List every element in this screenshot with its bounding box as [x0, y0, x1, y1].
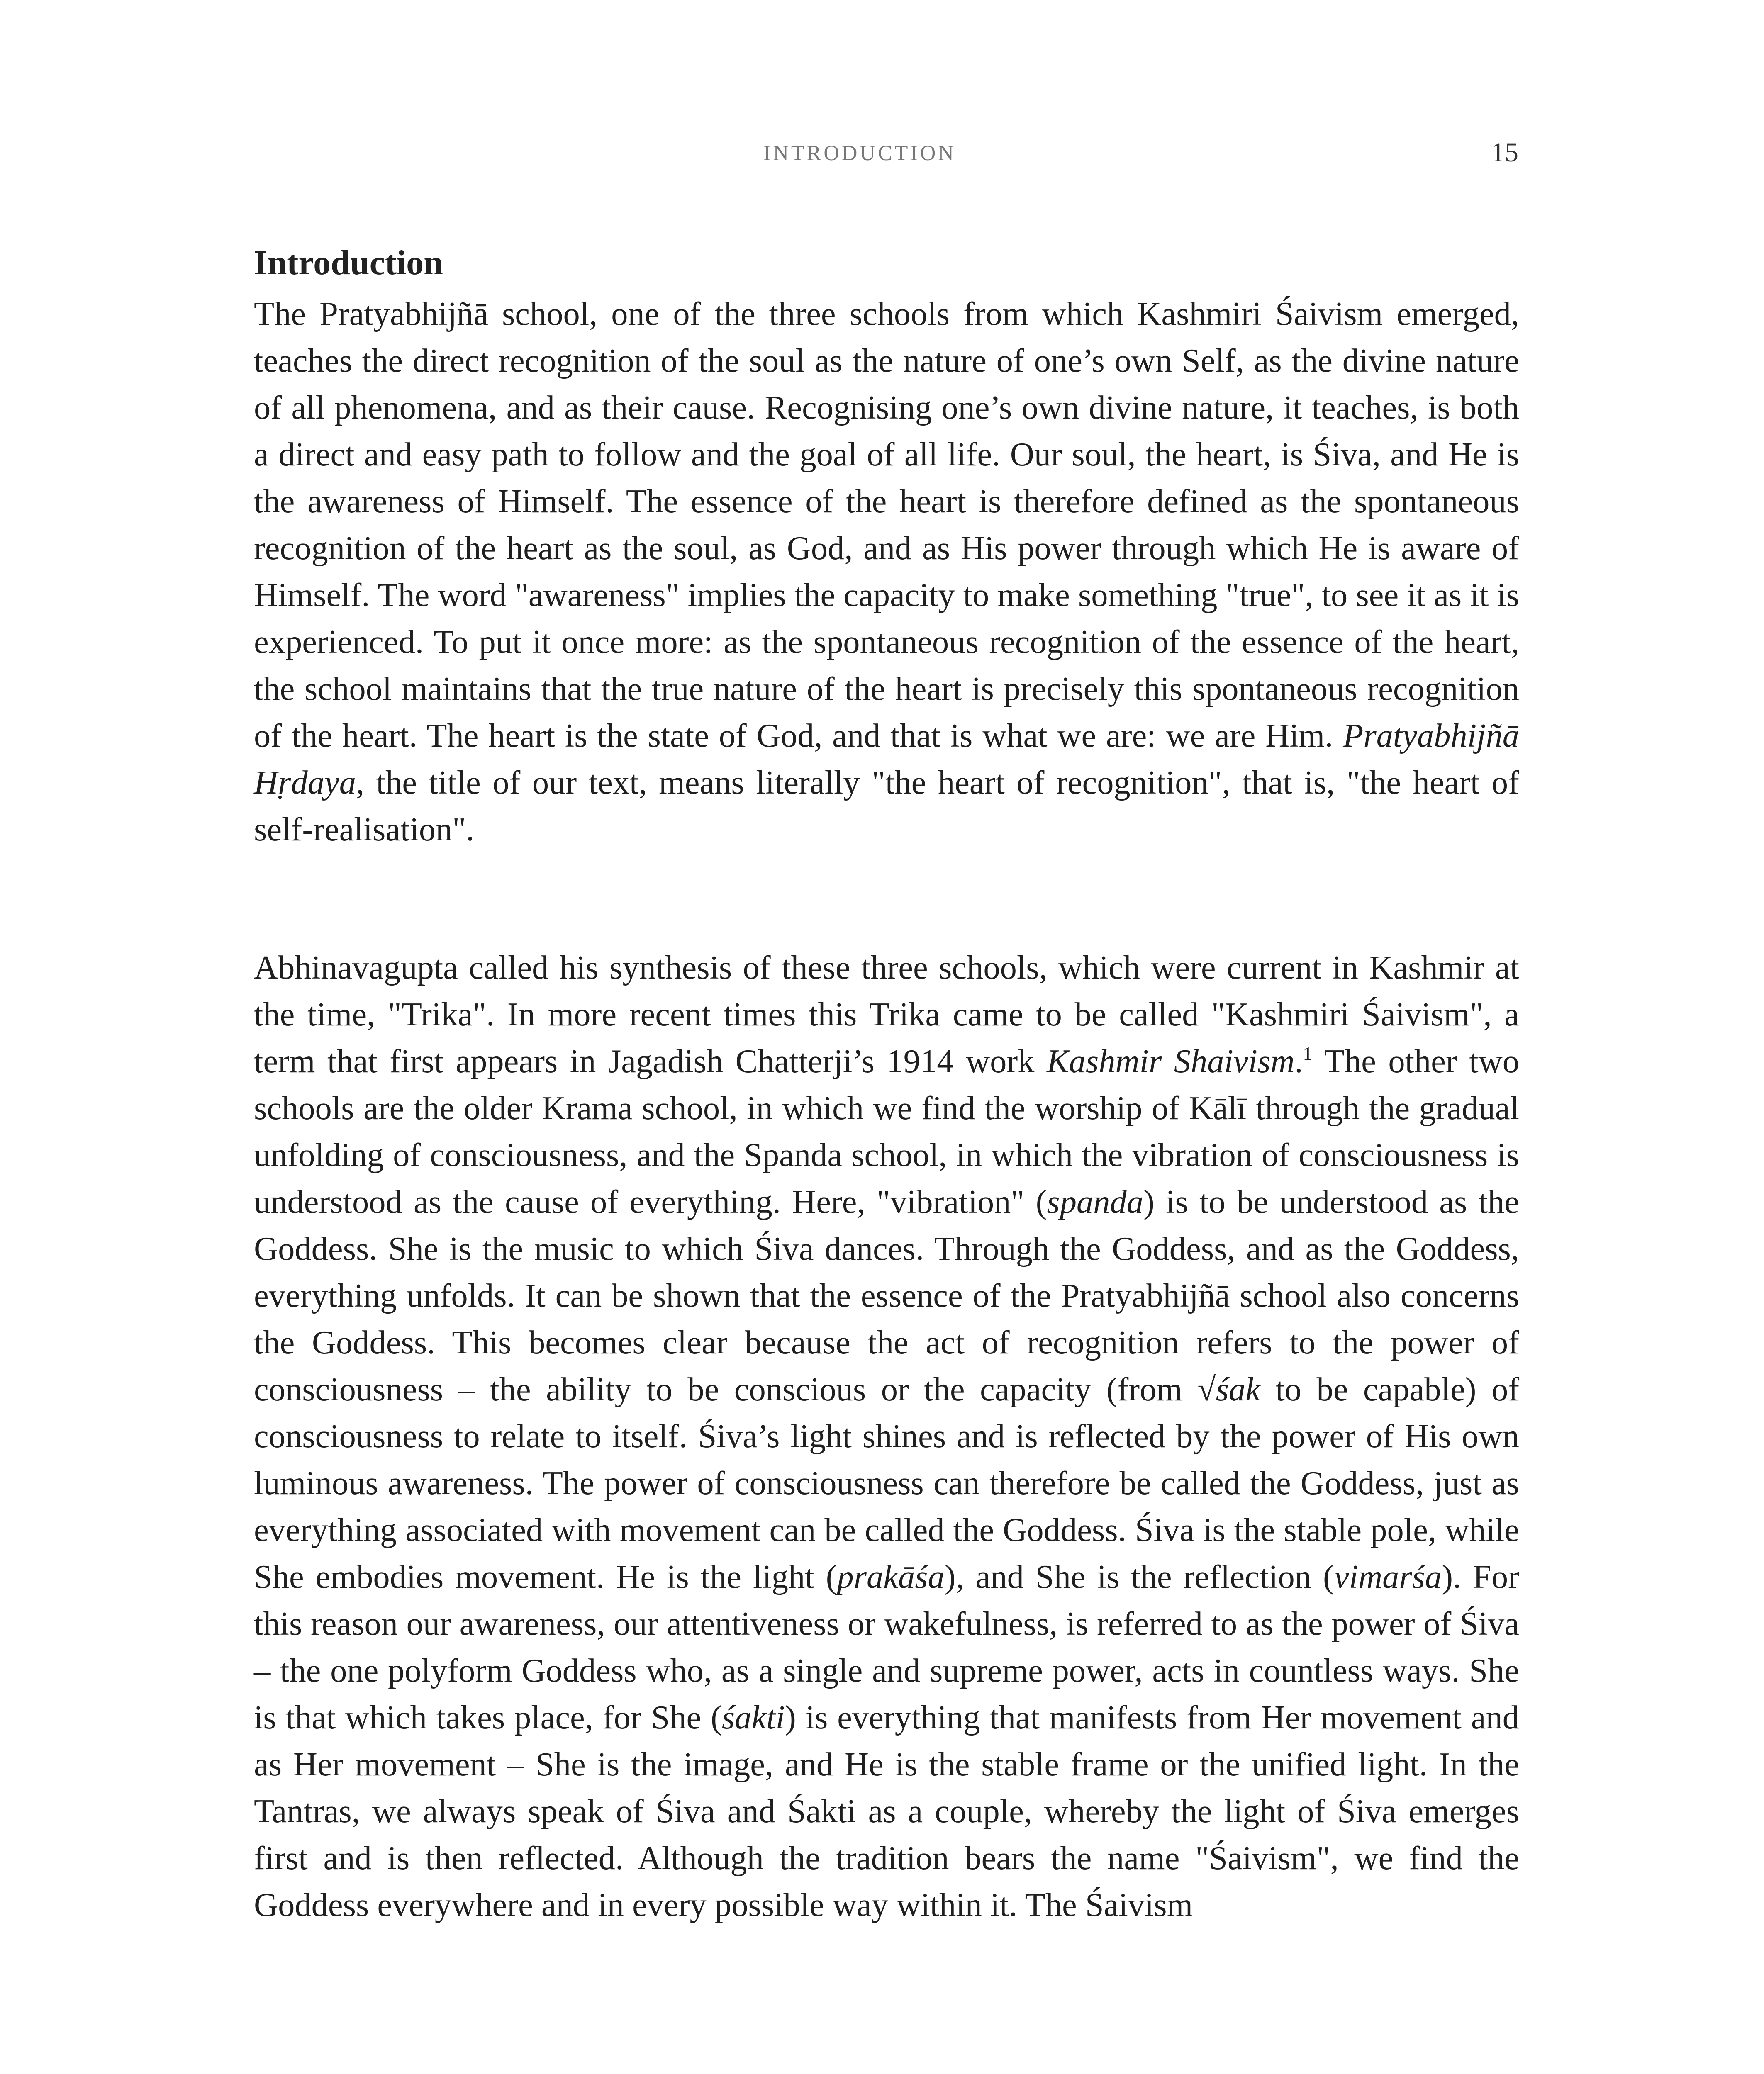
paragraph-2-text-c: The other two schools are the older Krama school, in which we find the worship of Kālī through the gradual unfolding of consciousness, and the Spanda school, in which the vibration of consciousness is understood as the cause of everything. Here, "vibration" (	[254, 1043, 1519, 1220]
section-heading: Introduction	[254, 243, 443, 282]
running-head: INTRODUCTION	[763, 141, 956, 165]
term-spanda: spanda	[1047, 1183, 1143, 1220]
paragraph-2-text-b: .	[1294, 1043, 1303, 1080]
paragraph-1	[254, 290, 1519, 853]
paragraph-2-text-a: Abhinavagupta called his synthesis of these three schools, which were current in Kashmir at the time, "Trika". In more recent times this Trika came to be called "Kashmiri Śaivism", a term that first appears in Jagadish Chatterji’s 1914 work	[254, 949, 1519, 1080]
term-sak: śak	[1216, 1371, 1260, 1408]
term-sakti: śakti	[721, 1699, 785, 1736]
paragraph-2	[254, 944, 1519, 1928]
paragraph-2-text-h: ) is everything that manifests from Her movement and as Her movement – She is the image, and He is the stable frame or the unified light. In the Tantras, we always speak of Śiva and Śakti as a couple, whereby the light of Śiva emerges first and is then reflected. Although the tradition bears the name "Śaivism", we find the Goddess everywhere and in every possible way within it. The Śaivism	[254, 1699, 1519, 1923]
term-vimarsa: vimarśa	[1334, 1558, 1442, 1595]
paragraph-2-book-title: Kashmir Shaivism	[1046, 1043, 1295, 1080]
paragraph-2-text-e: to be capable) of consciousness to relate to itself. Śiva’s light shines and is reflected by the power of His own luminous awareness. The power of consciousness can therefore be called the Goddess, just as everything associated with movement can be called the Goddess. Śiva is the stable pole, while She embodies movement. He is the light (	[254, 1371, 1520, 1595]
paragraph-2-text-f: ), and She is the reflection (	[944, 1558, 1334, 1595]
term-prakasa: prakāśa	[837, 1558, 945, 1595]
paragraph-1-text-a: The Pratyabhijñā school, one of the three schools from which Kashmiri Śaivism emerged, teaches the direct recognition of the soul as the nature of one’s own Self, as the divine nature of all phenomena, and as their cause. Recognising one’s own divine nature, it teaches, is both a direct and easy path to follow and the goal of all life. Our soul, the heart, is Śiva, and He is the awareness of Himself. The essence of the heart is therefore defined as the spontaneous recognition of the heart as the soul, as God, and as His power through which He is aware of Himself. The word "awareness" implies the capacity to make something "true", to see it as it is experienced. To put it once more: as the spontaneous recognition of the essence of the heart, the school maintains that the true nature of the heart is precisely this spontaneous recognition of the heart. The heart is the state of God, and that is what we are: we are Him.	[254, 295, 1519, 754]
paragraph-1-text-b: , the title of our text, means literally "the heart of recognition", that is, "the heart of self-realisation".	[254, 764, 1519, 848]
paragraph-1-title-italic: Pratyabhijñā Hṛdaya	[254, 717, 1519, 801]
page-number: 15	[1491, 137, 1518, 168]
paragraph-2-text-d: ) is to be understood as the Goddess. She is the music to which Śiva dances. Through the Goddess, and as the Goddess, everything unfolds. It can be shown that the essence of the Pratyabhijñā school also concerns the Goddess. This becomes clear because the act of recognition refers to the power of consciousness – the ability to be conscious or the capacity (from √	[254, 1183, 1519, 1408]
paragraph-2-text-g: ). For this reason our awareness, our attentiveness or wakefulness, is referred to as the power of Śiva – the one polyform Goddess who, as a single and supreme power, acts in countless ways. She is that which takes place, for She (	[254, 1558, 1519, 1736]
footnote-reference[interactable]: 1	[1303, 1043, 1313, 1064]
